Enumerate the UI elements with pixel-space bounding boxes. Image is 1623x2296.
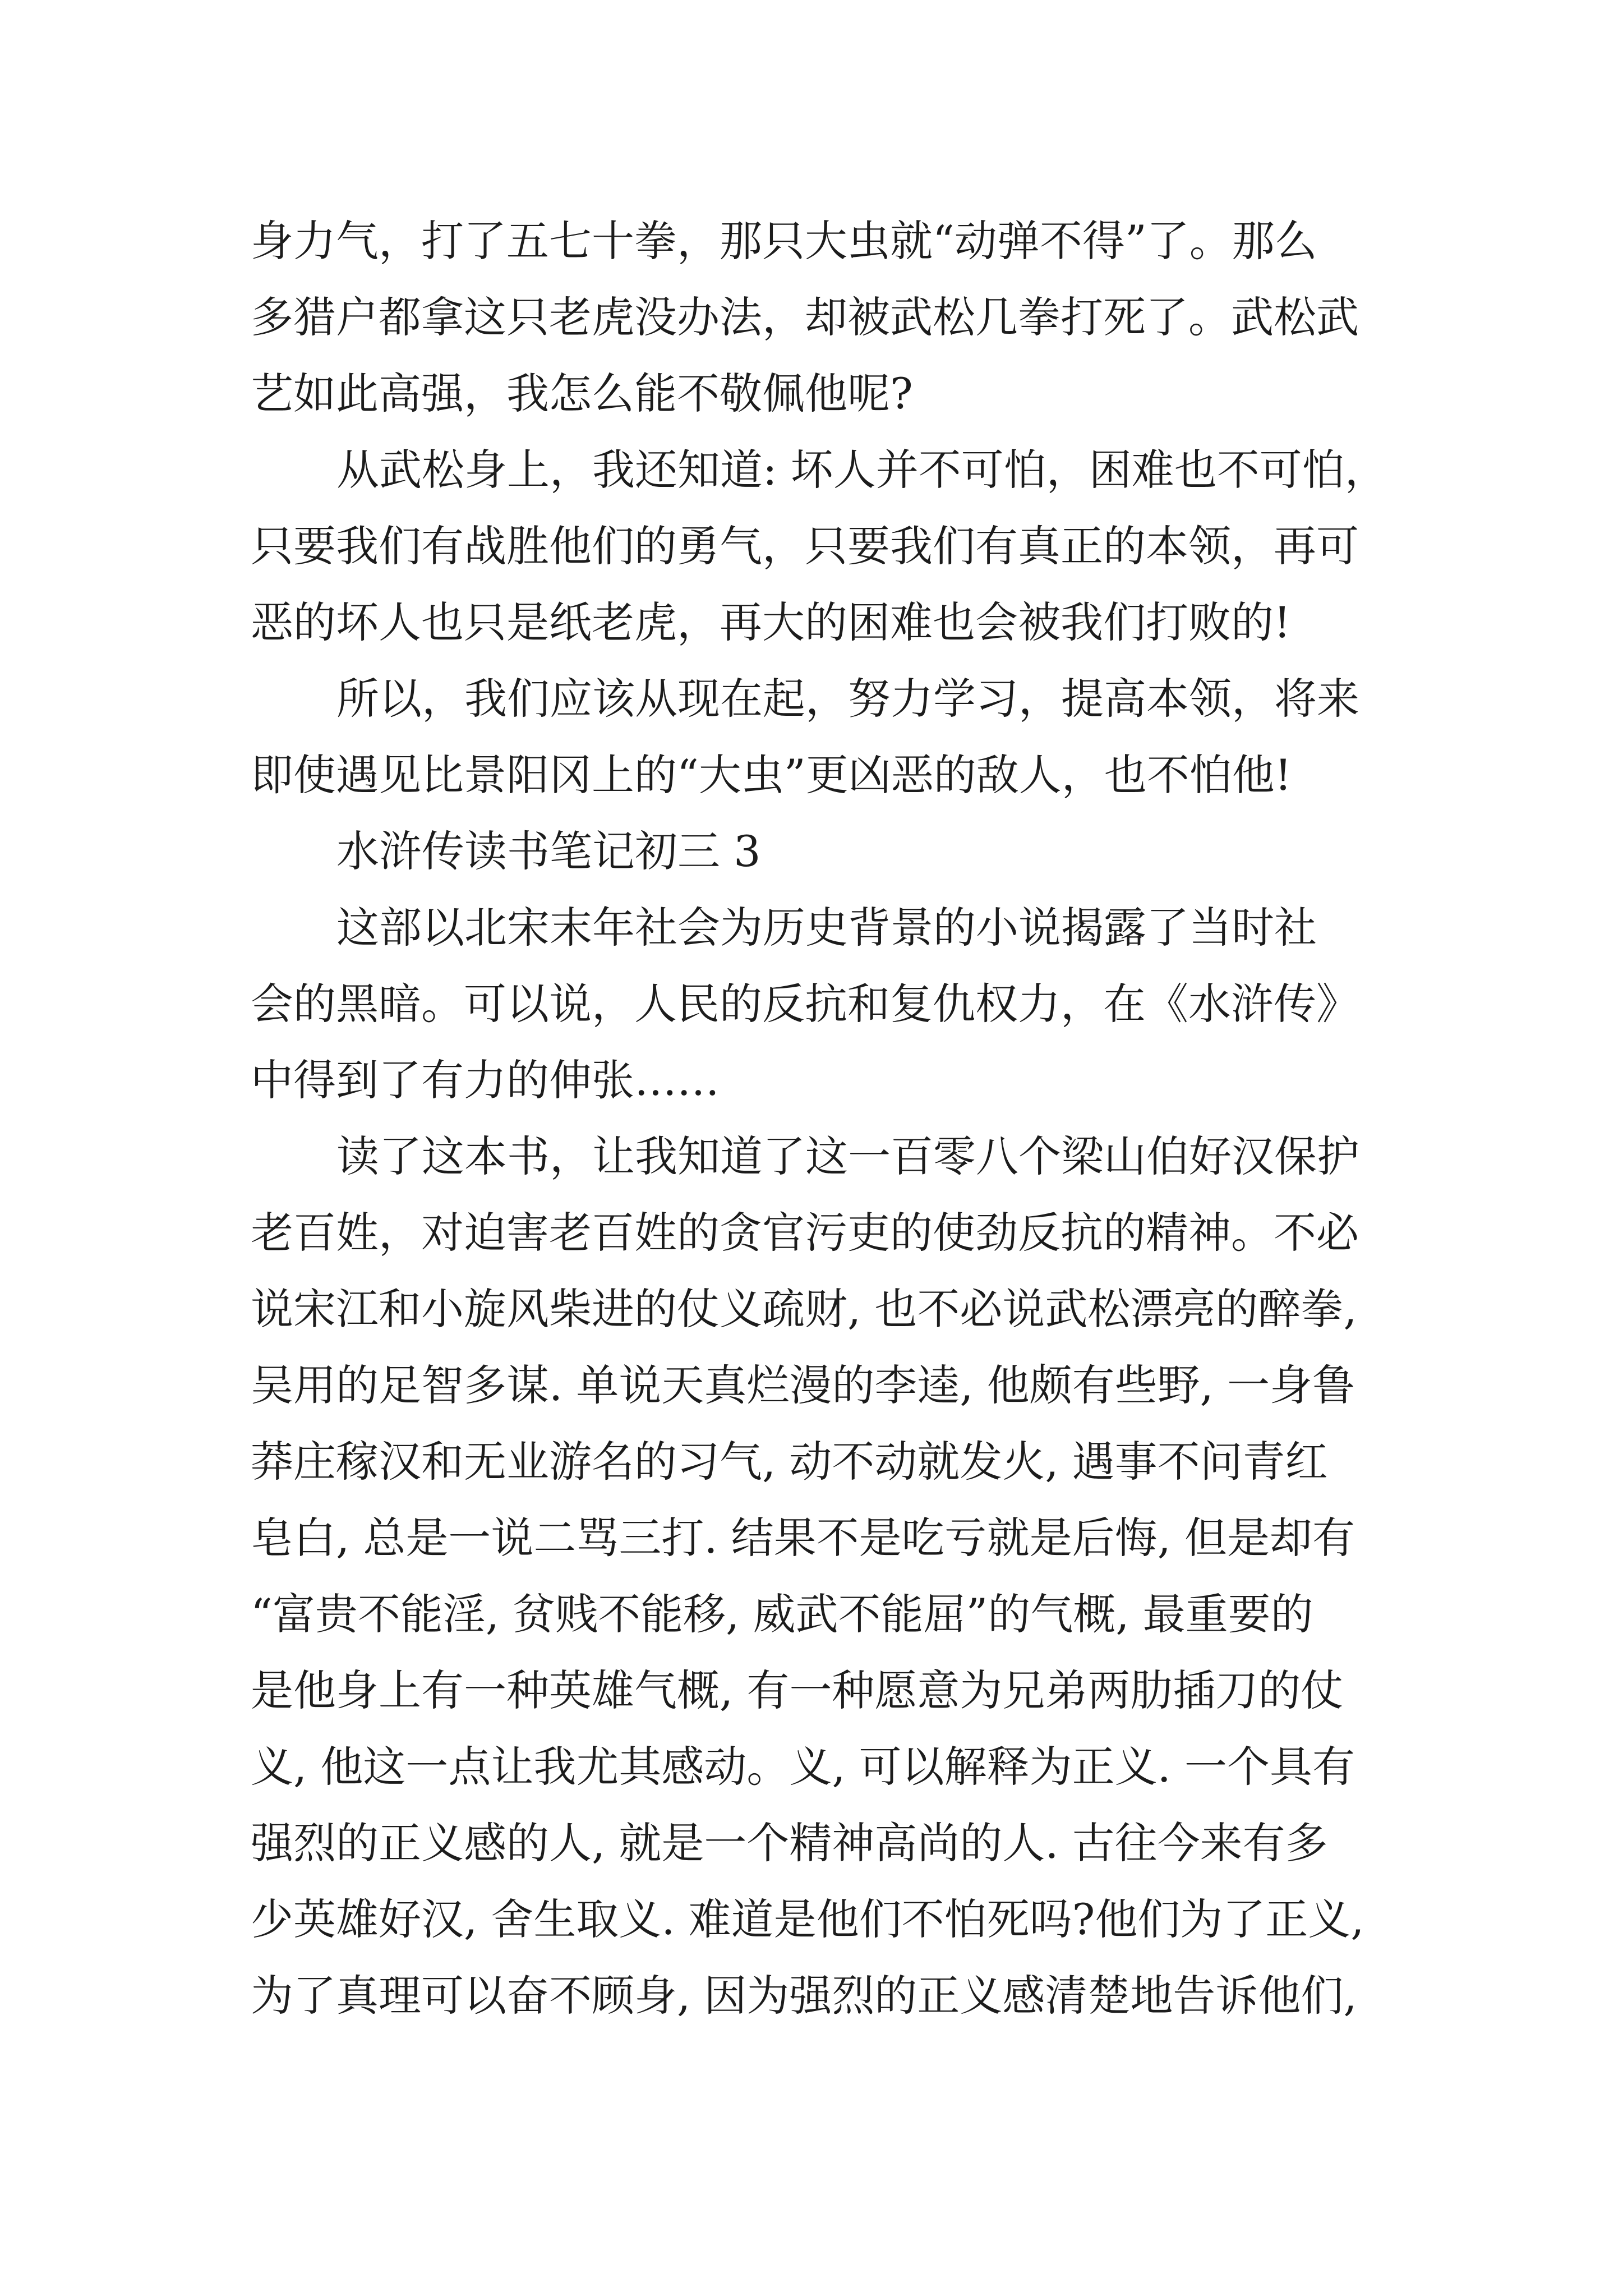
text-line: 身力气，打了五七十拳，那只大虫就“动弹不得”了。那么 (251, 216, 1317, 266)
text-line: 少英雄好汉, 舍生取义. 难道是他们不怕死吗?他们为了正义, (251, 1894, 1364, 1944)
text-line: “富贵不能淫, 贫贱不能移, 威武不能屈”的气概, 最重要的 (251, 1589, 1313, 1639)
text-line: 吴用的足智多谋. 单说天真烂漫的李逵, 他颇有些野, 一身鲁 (251, 1360, 1355, 1410)
text-line: 即使遇见比景阳冈上的“大虫”更凶恶的敌人，也不怕他! (251, 750, 1292, 800)
text-line: 皂白, 总是一说二骂三打. 结果不是吃亏就是后悔, 但是却有 (251, 1513, 1355, 1563)
text-line: 这部以北宋末年社会为历史背景的小说揭露了当时社 (336, 903, 1317, 953)
text-line: 所以，我们应该从现在起，努力学习，提高本领，将来 (336, 674, 1359, 724)
section-heading: 水浒传读书笔记初三 3 (336, 826, 761, 876)
text-line: 是他身上有一种英雄气概, 有一种愿意为兄弟两肋插刀的仗 (251, 1665, 1344, 1715)
text-line: 强烈的正义感的人, 就是一个精神高尚的人. 古往今来有多 (251, 1818, 1328, 1868)
text-line: 中得到了有力的伸张…… (251, 1055, 720, 1105)
text-line: 从武松身上，我还知道: 坏人并不可怕，困难也不可怕， (336, 445, 1387, 495)
text-line: 多猎户都拿这只老虎没办法，却被武松几拳打死了。武松武 (251, 292, 1359, 342)
text-line: 说宋江和小旋风柴进的仗义疏财, 也不必说武松漂亮的醉拳, (251, 1284, 1357, 1334)
text-line: 会的黑暗。可以说，人民的反抗和复仇权力，在《水浒传》 (251, 979, 1359, 1029)
text-line: 老百姓，对迫害老百姓的贪官污吏的使劲反抗的精神。不必 (251, 1208, 1359, 1258)
text-line: 恶的坏人也只是纸老虎，再大的困难也会被我们打败的! (251, 597, 1291, 647)
text-line: 艺如此高强，我怎么能不敬佩他呢? (251, 369, 913, 418)
text-line: 莽庄稼汉和无业游名的习气, 动不动就发火, 遇事不问青红 (251, 1437, 1328, 1487)
text-line: 为了真理可以奋不顾身, 因为强烈的正义感清楚地告诉他们, (251, 1971, 1357, 2021)
text-line: 义, 他这一点让我尤其感动。义, 可以解释为正义. 一个具有 (251, 1742, 1355, 1792)
text-line: 只要我们有战胜他们的勇气，只要我们有真正的本领，再可 (251, 521, 1359, 571)
text-line: 读了这本书，让我知道了这一百零八个梁山伯好汉保护 (336, 1131, 1359, 1181)
